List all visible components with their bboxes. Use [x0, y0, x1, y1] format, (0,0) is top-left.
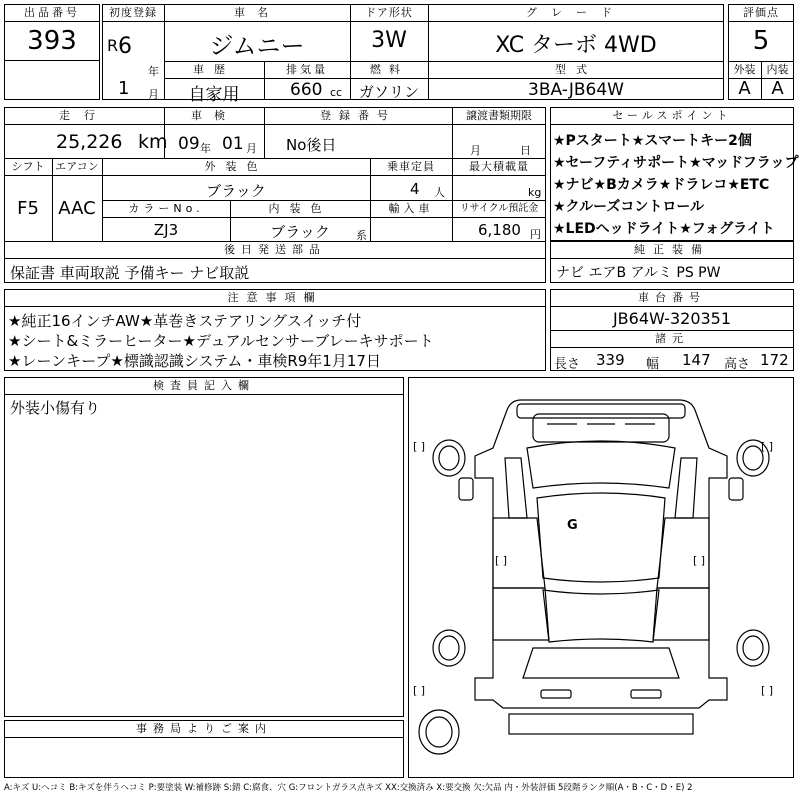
ac: AAC: [58, 198, 96, 219]
mileage: 25,226: [56, 131, 123, 153]
capacity-label: 乗車定員: [387, 160, 435, 173]
capacity-unit: 人: [434, 186, 445, 199]
displacement: 660: [290, 80, 323, 100]
car-name: ジムニー: [209, 32, 305, 60]
bracket-5: [ ]: [413, 684, 426, 697]
recycle: 6,180: [478, 221, 521, 239]
mileage-label: 走行: [59, 109, 109, 122]
lot-label: 出品番号: [24, 6, 80, 19]
selling-line-4: ★クルーズコントロール: [553, 199, 705, 215]
insp-month: 01: [222, 134, 244, 154]
damage-diagram: [408, 377, 794, 778]
selling-line-5: ★LEDヘッドライト★フォグライト: [553, 221, 775, 237]
door-type: 3W: [371, 28, 407, 53]
transfer-day: 日: [520, 144, 531, 157]
color-label: 外装色: [204, 160, 268, 173]
inspector-text: 外装小傷有り: [10, 399, 101, 417]
length-label: 長さ: [554, 357, 581, 372]
insp-year: 09: [178, 134, 200, 154]
chassis-number: JB64W-320351: [612, 309, 732, 328]
bracket-1: [ ]: [413, 440, 426, 453]
inspector-label: 検査員記入欄: [153, 379, 255, 392]
dims-label: 諸元: [655, 332, 689, 345]
insp-month-unit: 月: [246, 142, 257, 155]
int-color-unit: 系: [356, 229, 367, 242]
load-label: 最大積載量: [469, 160, 529, 173]
import-label: 輸入車: [388, 202, 434, 215]
office-label: 事務局よりご案内: [136, 722, 272, 735]
history-label: 車歴: [193, 63, 235, 76]
regno-label: 登録番号: [320, 109, 396, 122]
score-label: 評価点: [743, 6, 779, 19]
transfer-month: 月: [470, 144, 481, 157]
inspection-label: 車検: [191, 109, 237, 122]
later-parts-label: 後日発送部品: [224, 243, 326, 256]
selling-line-2: ★セーフティサポート★マッドフラップ: [553, 155, 799, 171]
inspector-box: [4, 377, 404, 717]
notes-line-2: ★シート&ミラーヒーター★デュアルセンサーブレーキサポート: [8, 332, 434, 350]
shift: F5: [17, 198, 39, 219]
notes-line-1: ★純正16インチAW★革巻きステアリングスイッチ付: [8, 312, 362, 330]
displacement-label: 排気量: [286, 63, 328, 76]
recycle-unit: 円: [530, 228, 541, 241]
lot-number: 393: [27, 26, 77, 56]
history: 自家用: [188, 85, 240, 105]
int-color-label: 内装色: [268, 202, 332, 215]
selling-label: セールスポイント: [612, 109, 732, 122]
regno: No後日: [286, 136, 337, 154]
bracket-2: [ ]: [761, 440, 774, 453]
capacity: 4: [410, 180, 420, 198]
displacement-unit: cc: [330, 86, 343, 99]
selling-line-1: ★Pスタート★スマートキー2個: [553, 133, 752, 149]
era: R: [107, 36, 119, 55]
legend: A:キズ U:ヘコミ B:キズを伴うヘコミ P:要塗装 W:補修跡 S:錆 C:腐食、穴 G:フロントガラス点キズ XX:交換済み X:要交換 欠:欠品 内・外装評価 5段階ランク順(A・B・C・D・E) 2: [4, 783, 693, 793]
recycle-label: リサイクル預託金: [459, 203, 539, 214]
chassis-label: 車台番号: [638, 291, 706, 304]
load-unit: kg: [528, 186, 542, 199]
exterior-label: 外装: [733, 63, 756, 76]
month-unit: 月: [148, 88, 159, 101]
score: 5: [752, 26, 770, 56]
factory-label: 純正装備: [634, 243, 710, 256]
first-reg-label: 初度登録: [109, 6, 157, 19]
grade: XC ターボ 4WD: [495, 33, 657, 58]
bracket-6: [ ]: [761, 684, 774, 697]
width-label: 幅: [646, 357, 660, 372]
bracket-4: [ ]: [693, 554, 706, 567]
fuel: ガソリン: [358, 83, 419, 101]
int-color: ブラック: [270, 223, 330, 241]
first-reg-month: 1: [118, 78, 130, 99]
model: 3BA-JB64W: [528, 80, 624, 100]
exterior-grade: A: [738, 78, 751, 99]
notes-label: 注意事項欄: [227, 291, 323, 304]
car-name-label: 車名: [234, 6, 280, 19]
length: 339: [596, 351, 625, 369]
shift-label: シフト: [11, 160, 45, 173]
grade-label: グレード: [526, 6, 626, 19]
insp-year-unit: 年: [200, 142, 211, 155]
model-label: 型式: [555, 63, 597, 76]
interior-grade: A: [771, 78, 784, 99]
mileage-unit: km: [138, 131, 168, 153]
bracket-3: [ ]: [495, 554, 508, 567]
color-no: ZJ3: [153, 221, 179, 239]
factory-equipment: ナビ エアB アルミ PS PW: [556, 265, 721, 281]
notes-line-3: ★レーンキープ★標識認識システム・車検R9年1月17日: [8, 352, 381, 370]
door-label: ドア形状: [365, 6, 413, 19]
era-year: 6: [118, 34, 132, 59]
width: 147: [682, 351, 711, 369]
height-label: 高さ: [724, 357, 751, 372]
height: 172: [760, 351, 789, 369]
car-outline: [409, 378, 793, 777]
fuel-label: 燃料: [370, 63, 408, 76]
color-no-label: カラーNo.: [128, 202, 204, 215]
color: ブラック: [206, 182, 266, 200]
damage-mark-g: G: [567, 518, 578, 533]
interior-label: 内装: [766, 63, 789, 76]
year-unit: 年: [148, 65, 159, 78]
ac-label: エアコン: [55, 160, 99, 173]
later-parts: 保証書 車両取説 予備キー ナビ取説: [10, 264, 250, 282]
selling-line-3: ★ナビ★Bカメラ★ドラレコ★ETC: [553, 177, 770, 193]
transfer-label: 譲渡書類期限: [466, 109, 532, 122]
